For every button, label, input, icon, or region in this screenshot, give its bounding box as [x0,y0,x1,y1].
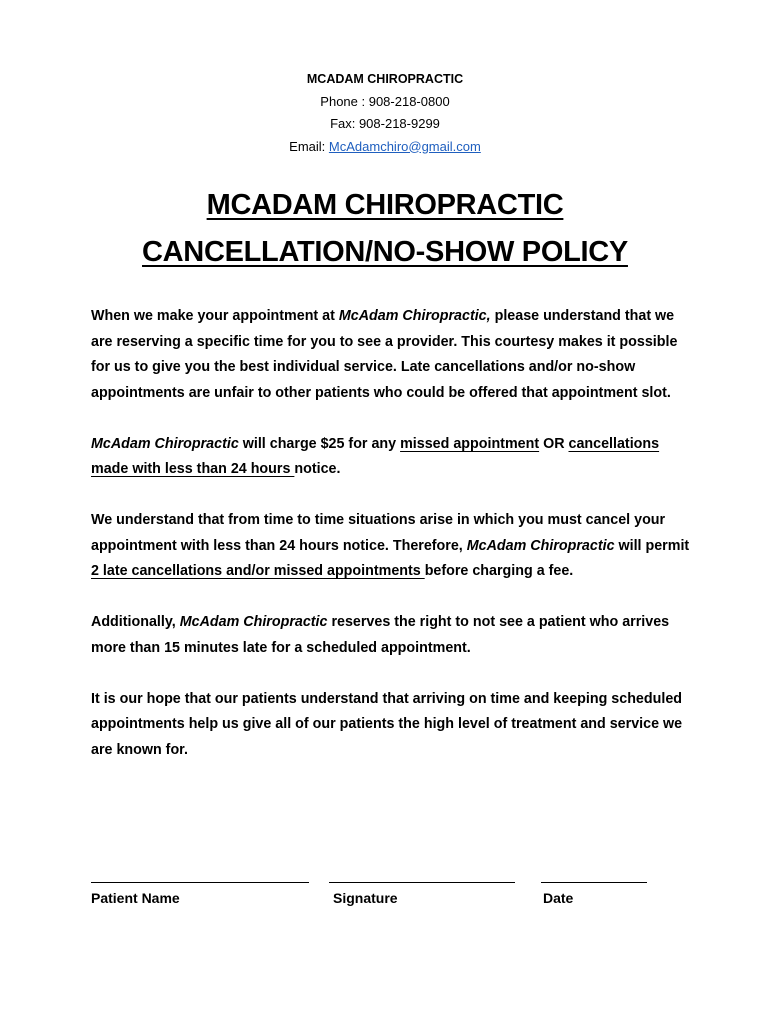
cancellations-underlined: cancellations made with less than 24 hours [91,435,660,477]
email-label: Email: [289,138,329,154]
phone-number: Phone : 908-218-0800 [320,93,450,109]
policy-body [91,304,691,789]
paragraph-closing: It is our hope that our patients understand that arriving on time and keeping scheduled appointments help us give all of our patients the high level of treatment and service we are known for. [91,690,683,758]
paragraph-late-arrival [91,610,691,661]
document-title [0,182,770,276]
title-line-1: MCADAM CHIROPRACTIC [206,189,564,221]
email-line [0,136,770,159]
practice-name-italic: McAdam Chiropractic [179,614,328,630]
allowance-text-end: before charging a fee. [424,563,574,579]
practice-name-italic: McAdam Chiropractic [466,537,615,554]
email-link[interactable]: McAdamchiro@gmail.com [328,138,481,154]
missed-appointment-underlined: missed appointment [400,435,540,452]
intro-text-start: When we make your appointment at [91,308,339,324]
signature-label: Signature [333,890,398,906]
fax-number: Fax: 908-218-9299 [330,116,440,131]
paragraph-charge [91,432,691,483]
patient-name-line[interactable] [91,882,309,883]
notice-text: notice. [294,461,341,477]
charge-text: will charge $25 for any [238,435,401,452]
or-text: OR [539,435,569,452]
date-label: Date [543,890,574,906]
late-text-end: reserves the right to not see a patient who arrives more than 15 minutes late for a scheduled appointment. [91,614,670,656]
paragraph-intro [91,304,691,406]
practice-name-italic: McAdam Chiropractic, [338,308,491,324]
practice-name-italic: McAdam Chiropractic [91,435,239,452]
intro-text-end: please understand that we are reserving a specific time for you to see a provider. This courtesy makes it possible for us to give you the best individual service. Late cancellations and/or no-show appointments are unfair to other patients who could be offered that appointment slot. [91,308,678,401]
signature-lines [0,868,770,884]
patient-name-label: Patient Name [91,890,180,906]
signature-line[interactable] [329,882,515,883]
allowance-text-start: We understand that from time to time situations arise in which you must cancel your appointment with less than 24 hours notice. Therefore, [91,512,666,554]
late-cancellations-underlined: 2 late cancellations and/or missed appointments [91,563,425,579]
paragraph-allowance [91,508,691,585]
practice-name: MCADAM CHIROPRACTIC [306,72,464,86]
letterhead [0,68,770,158]
late-text-start: Additionally, [91,614,180,630]
title-line-2: CANCELLATION/NO-SHOW POLICY [142,236,628,268]
permit-text: will permit [614,537,690,554]
date-line[interactable] [541,882,647,883]
